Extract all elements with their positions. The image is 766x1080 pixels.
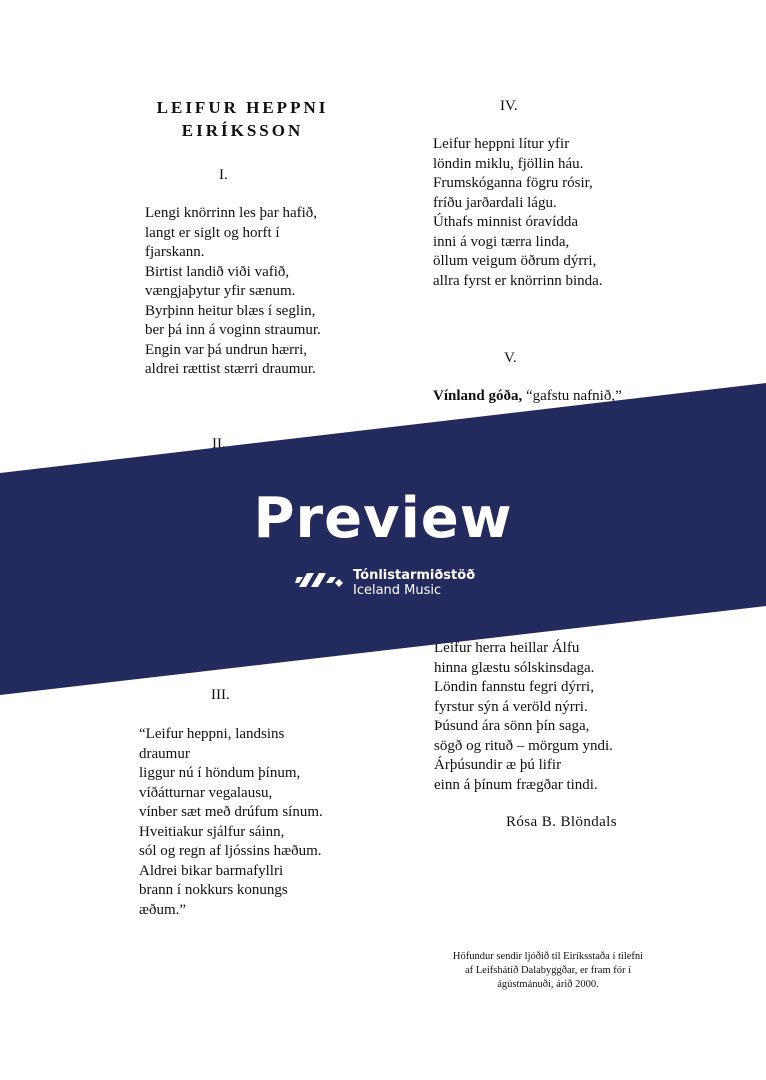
iceland-music-logo-icon [295, 569, 345, 597]
stanza-line: Lengi knörrinn les þar hafið, [145, 205, 318, 221]
stanza-line: fyrstur sýn á veröld nýrri. [434, 698, 588, 715]
footnote-line: Höfundur sendir ljóðið til Eiríksstaða í tilefni [452, 951, 644, 962]
stanza-line: fríðu jarðardali lágu. [433, 194, 557, 211]
stanza-line: langt er siglt og horft í [145, 224, 280, 241]
stanza-line: ber þá inn á voginn straumur. [145, 322, 321, 338]
footnote-line: af Leifshátíð Dalabyggðar, er fram fór í [464, 965, 632, 976]
stanza-line: Byrþinn heitur blæs í seglin, [145, 302, 316, 319]
brand-watermark [295, 568, 475, 598]
stanza-line: fjarskann. [145, 244, 205, 260]
stanza-v-closing [434, 639, 613, 795]
stanza-line: Þúsund ára sönn þín saga, [434, 718, 590, 734]
brand-subtitle: Iceland Music [353, 583, 442, 598]
stanza-line: sögð og rituð – mörgum yndi. [434, 737, 613, 754]
stanza-line-bold-lead: Vínland góða, [433, 388, 523, 404]
stanza-line: allra fyrst er knörrinn binda. [433, 272, 603, 289]
stanza-line: Aldrei bikar barmafyllri [139, 862, 284, 879]
section-number-iii: III. [211, 687, 230, 703]
stanza-line: draumur [139, 745, 190, 762]
stanza-line: “Leifur heppni, landsins [139, 726, 285, 742]
stanza-line: Engin var þá undrun hærri, [145, 341, 308, 358]
stanza-line: vængjaþytur yfir sænum. [145, 283, 296, 299]
stanza-line: Birtist landið viði vafið, [145, 263, 290, 280]
stanza-line: Frumskóganna fögru rósir, [433, 175, 593, 191]
poem-title-line-1: LEIFUR HEPPNI [156, 98, 329, 117]
stanza-line-rest: “gafstu nafnið,” [522, 388, 622, 404]
footnote-line: ágústmánuði, árið 2000. [497, 979, 599, 990]
stanza-line: vínber sæt með drúfum sínum. [139, 804, 323, 820]
stanza-line: aldrei rættist stærri draumur. [145, 361, 316, 377]
stanza-line: Úthafs minnist óravídda [433, 214, 578, 230]
footnote [428, 950, 668, 992]
stanza-line: brann í nokkurs konungs [139, 882, 288, 898]
section-number-v: V. [504, 350, 517, 366]
section-number-ii: II. [212, 436, 226, 452]
poem-title-line-2: EIRÍKSSON [181, 121, 304, 140]
stanza-line: liggur nú í höndum þínum, [139, 765, 301, 781]
poem-title [130, 96, 355, 142]
stanza-line: Leifur herra heillar Álfu [434, 640, 580, 656]
stanza-line: Hveitiakur sjálfur sáinn, [139, 823, 285, 840]
stanza-i [145, 204, 321, 380]
stanza-line: löndin miklu, fjöllin háu. [433, 155, 584, 172]
stanza-line: Árþúsundir æ þú lifir [434, 757, 562, 773]
preview-label: Preview [253, 486, 513, 551]
stanza-line: Löndin fannstu fegri dýrri, [434, 679, 594, 695]
stanza-line: æðum.” [139, 901, 187, 918]
stanza-iii [139, 725, 323, 920]
stanza-line: víðátturnar vegalausu, [139, 784, 273, 801]
stanza-iv [433, 135, 603, 291]
brand-name: Tónlistarmiðstöð [353, 568, 476, 583]
stanza-line: hinna glæstu sólskinsdaga. [434, 659, 595, 676]
stanza-line: sól og regn af ljóssins hæðum. [139, 843, 322, 859]
stanza-line: inni á vogi tærra linda, [433, 233, 570, 250]
stanza-line: öllum veigum öðrum dýrri, [433, 253, 597, 269]
poem-author: Rósa B. Blöndals [506, 814, 617, 830]
section-number-i: I. [219, 167, 228, 183]
section-number-iv: IV. [500, 98, 518, 114]
stanza-line: einn á þínum frægðar tindi. [434, 776, 598, 793]
stanza-line: Leifur heppni lítur yfir [433, 136, 570, 152]
